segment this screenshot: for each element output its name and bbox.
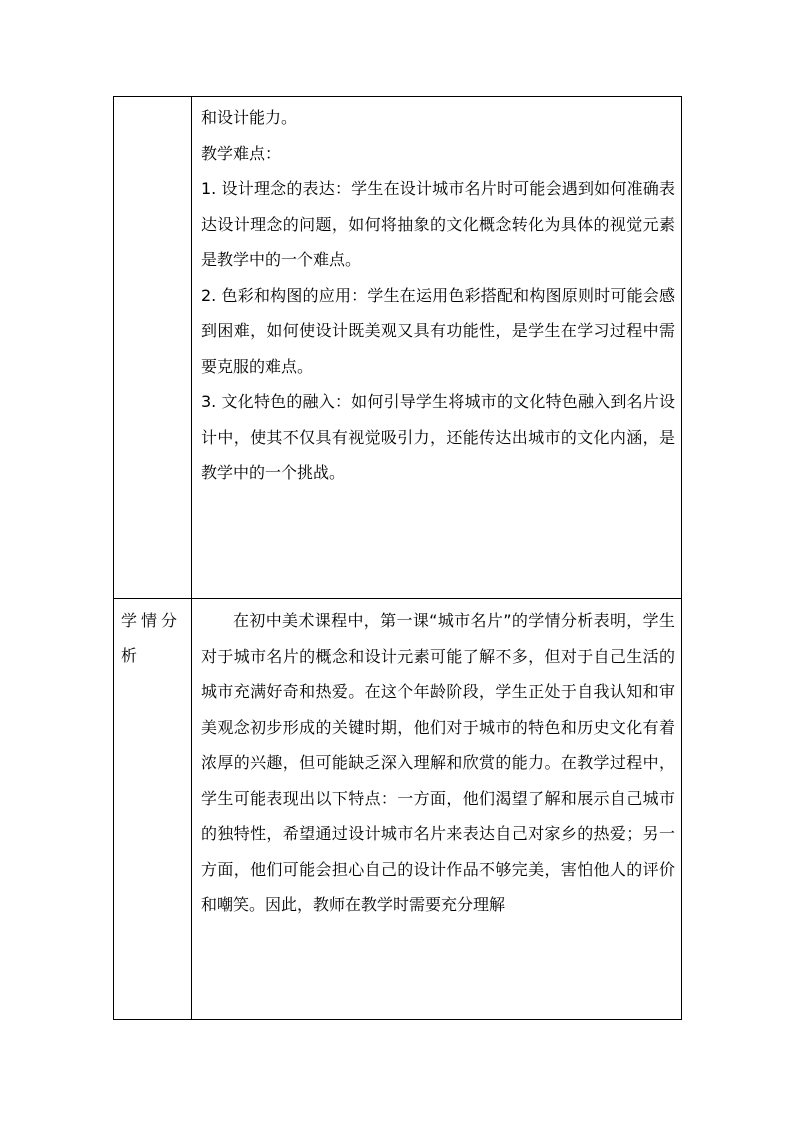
table-row [114,97,682,599]
section-heading: 教学难点： [201,143,282,163]
list-item: 1. 设计理念的表达：学生在设计城市名片时可能会遇到如何准确表达设计理念的问题，如何将抽象的文化概念转化为具体的视觉元素是教学中的一个难点。 [201,179,675,269]
row-label-cell [114,97,192,599]
table-row [114,599,682,1020]
list-item: 2. 色彩和构图的应用：学生在运用色彩搭配和构图原则时可能会感到困难，如何使设计既美观又具有功能性，是学生在学习过程中需要克服的难点。 [201,285,675,376]
lesson-plan-table [113,96,682,1020]
row-label-learning-analysis: 学情分析 [114,599,192,1020]
paragraph: 在初中美术课程中，第一课“城市名片”的学情分析表明，学生对于城市名片的概念和设计元素可能了解不多，但对于自己生活的城市充满好奇和热爱。在这个年龄阶段，学生正处于自我认知和审美观念初步形成的关键时期，他们对于城市的特色和历史文化有着浓厚的兴趣，但可能缺乏深入理解和欣赏的能力。在教学过程中，学生可能表现出以下特点：一方面，他们渴望了解和展示自己城市的独特性，希望通过设计城市名片来表达自己对家乡的热爱；另一方面，他们可能会担心自己的设计作品不够完美，害怕他人的评价和嘲笑。因此，教师在教学时需要充分理解 [201,611,675,914]
learning-analysis-cell [192,599,682,1020]
teaching-difficulties-cell [192,97,682,599]
paragraph: 和设计能力。 [201,108,298,127]
list-item: 3. 文化特色的融入：如何引导学生将城市的文化特色融入到名片设计中，使其不仅具有视觉吸引力，还能传达出城市的文化内涵，是教学中的一个挑战。 [201,392,675,482]
